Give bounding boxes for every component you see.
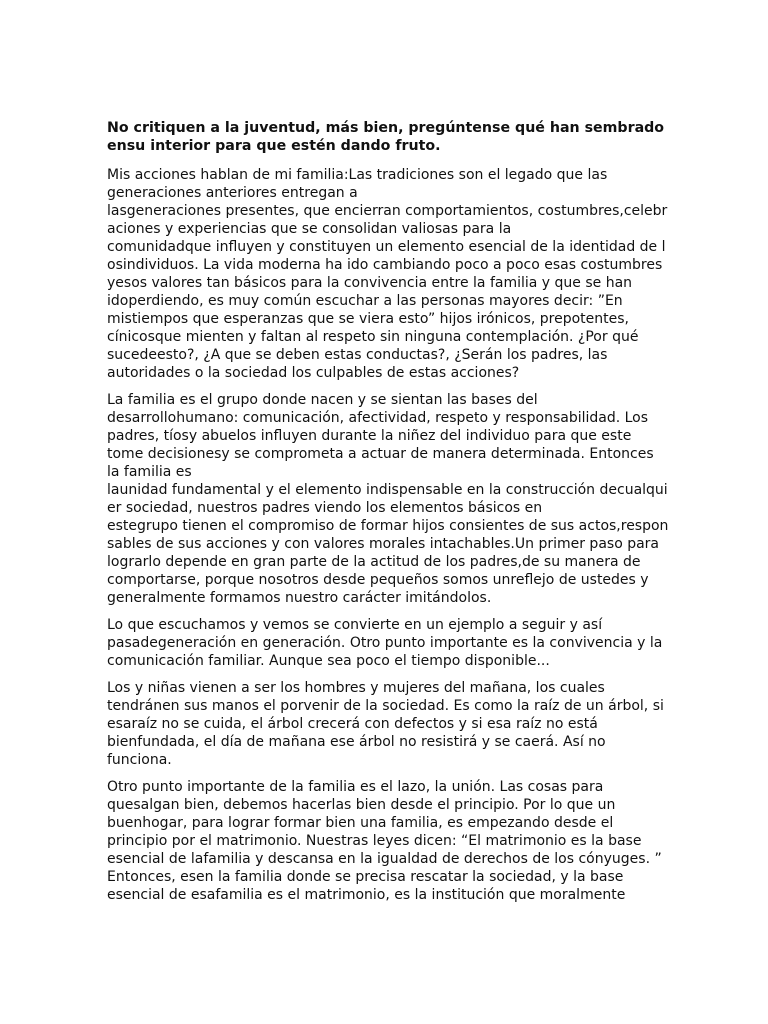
paragraph-line: yesos valores tan básicos para la convivencia entre la familia y que se han xyxy=(107,275,633,291)
paragraph-line: Entonces, esen la familia donde se precisa rescatar la sociedad, y la base xyxy=(107,869,624,885)
paragraph-line: Lo que escuchamos y vemos se convierte en un ejemplo a seguir y así xyxy=(107,617,603,633)
paragraph-line: er sociedad, nuestros padres viendo los elementos básicos en xyxy=(107,500,543,516)
paragraph xyxy=(107,778,667,904)
paragraph-line: comunicación familiar. Aunque sea poco el tiempo disponible... xyxy=(107,653,550,669)
paragraph-line: generalmente formamos nuestro carácter imitándolos. xyxy=(107,590,492,606)
paragraph-line: Los y niñas vienen a ser los hombres y mujeres del mañana, los cuales xyxy=(107,680,605,696)
paragraph-line: desarrollohumano: comunicación, afectividad, respeto y responsabilidad. Los xyxy=(107,410,649,426)
paragraph-line: Mis acciones hablan de mi familia:Las tradiciones son el legado que las xyxy=(107,167,608,183)
paragraph-line: principio por el matrimonio. Nuestras leyes dicen: “El matrimonio es la base xyxy=(107,833,642,849)
paragraph-line: bienfundada, el día de mañana ese árbol no resistirá y se caerá. Así no xyxy=(107,734,606,750)
paragraph-line: estegrupo tienen el compromiso de formar hijos consientes de sus actos,respon xyxy=(107,518,669,534)
paragraph-list xyxy=(107,166,667,904)
paragraph-line: lograrlo depende en gran parte de la actitud de los padres,de su manera de xyxy=(107,554,641,570)
paragraph-line: lasgeneraciones presentes, que encierran comportamientos, costumbres,celebr xyxy=(107,203,668,219)
paragraph-line: la familia es xyxy=(107,464,192,480)
paragraph xyxy=(107,616,667,670)
title-line: No critiquen a la juventud, más bien, pregúntense qué han sembrado xyxy=(107,120,665,136)
paragraph-line: pasadegeneración en generación. Otro punto importante es la convivencia y la xyxy=(107,635,663,651)
paragraph-line: sucedeesto?, ¿A que se deben estas conductas?, ¿Serán los padres, las xyxy=(107,347,608,363)
paragraph-line: padres, tíosy abuelos influyen durante la niñez del individuo para que este xyxy=(107,428,632,444)
paragraph-line: Otro punto importante de la familia es el lazo, la unión. Las cosas para xyxy=(107,779,604,795)
paragraph xyxy=(107,679,667,769)
paragraph-line: launidad fundamental y el elemento indispensable en la construcción decualqui xyxy=(107,482,668,498)
paragraph-line: comportarse, porque nosotros desde pequeños somos unreflejo de ustedes y xyxy=(107,572,649,588)
paragraph-line: idoperdiendo, es muy común escuchar a las personas mayores decir: ”En xyxy=(107,293,623,309)
paragraph-line: cínicosque mienten y faltan al respeto sin ninguna contemplación. ¿Por qué xyxy=(107,329,639,345)
paragraph xyxy=(107,391,667,607)
paragraph xyxy=(107,166,667,382)
paragraph-line: osindividuos. La vida moderna ha ido cambiando poco a poco esas costumbres xyxy=(107,257,663,273)
paragraph-line: esaraíz no se cuida, el árbol crecerá con defectos y si esa raíz no está xyxy=(107,716,598,732)
document-title xyxy=(107,119,667,155)
paragraph-line: esencial de esafamilia es el matrimonio, es la institución que moralmente xyxy=(107,887,626,903)
paragraph-line: La familia es el grupo donde nacen y se sientan las bases del xyxy=(107,392,538,408)
title-line: ensu interior para que estén dando fruto. xyxy=(107,138,441,154)
paragraph-line: autoridades o la sociedad los culpables de estas acciones? xyxy=(107,365,520,381)
paragraph-line: sables de sus acciones y con valores morales intachables.Un primer paso para xyxy=(107,536,660,552)
paragraph-line: quesalgan bien, debemos hacerlas bien desde el principio. Por lo que un xyxy=(107,797,616,813)
paragraph-line: generaciones anteriores entregan a xyxy=(107,185,358,201)
document-body xyxy=(107,119,667,913)
paragraph-line: mistiempos que esperanzas que se viera esto” hijos irónicos, prepotentes, xyxy=(107,311,629,327)
paragraph-line: funciona. xyxy=(107,752,172,768)
paragraph-line: tendránen sus manos el porvenir de la sociedad. Es como la raíz de un árbol, si xyxy=(107,698,664,714)
paragraph-line: comunidadque influyen y constituyen un elemento esencial de la identidad de l xyxy=(107,239,666,255)
paragraph-line: esencial de lafamilia y descansa en la igualdad de derechos de los cónyuges. ” xyxy=(107,851,662,867)
paragraph-line: buenhogar, para lograr formar bien una familia, es empezando desde el xyxy=(107,815,614,831)
paragraph-line: tome decisionesy se comprometa a actuar de manera determinada. Entonces xyxy=(107,446,654,462)
paragraph-line: aciones y experiencias que se consolidan valiosas para la xyxy=(107,221,512,237)
